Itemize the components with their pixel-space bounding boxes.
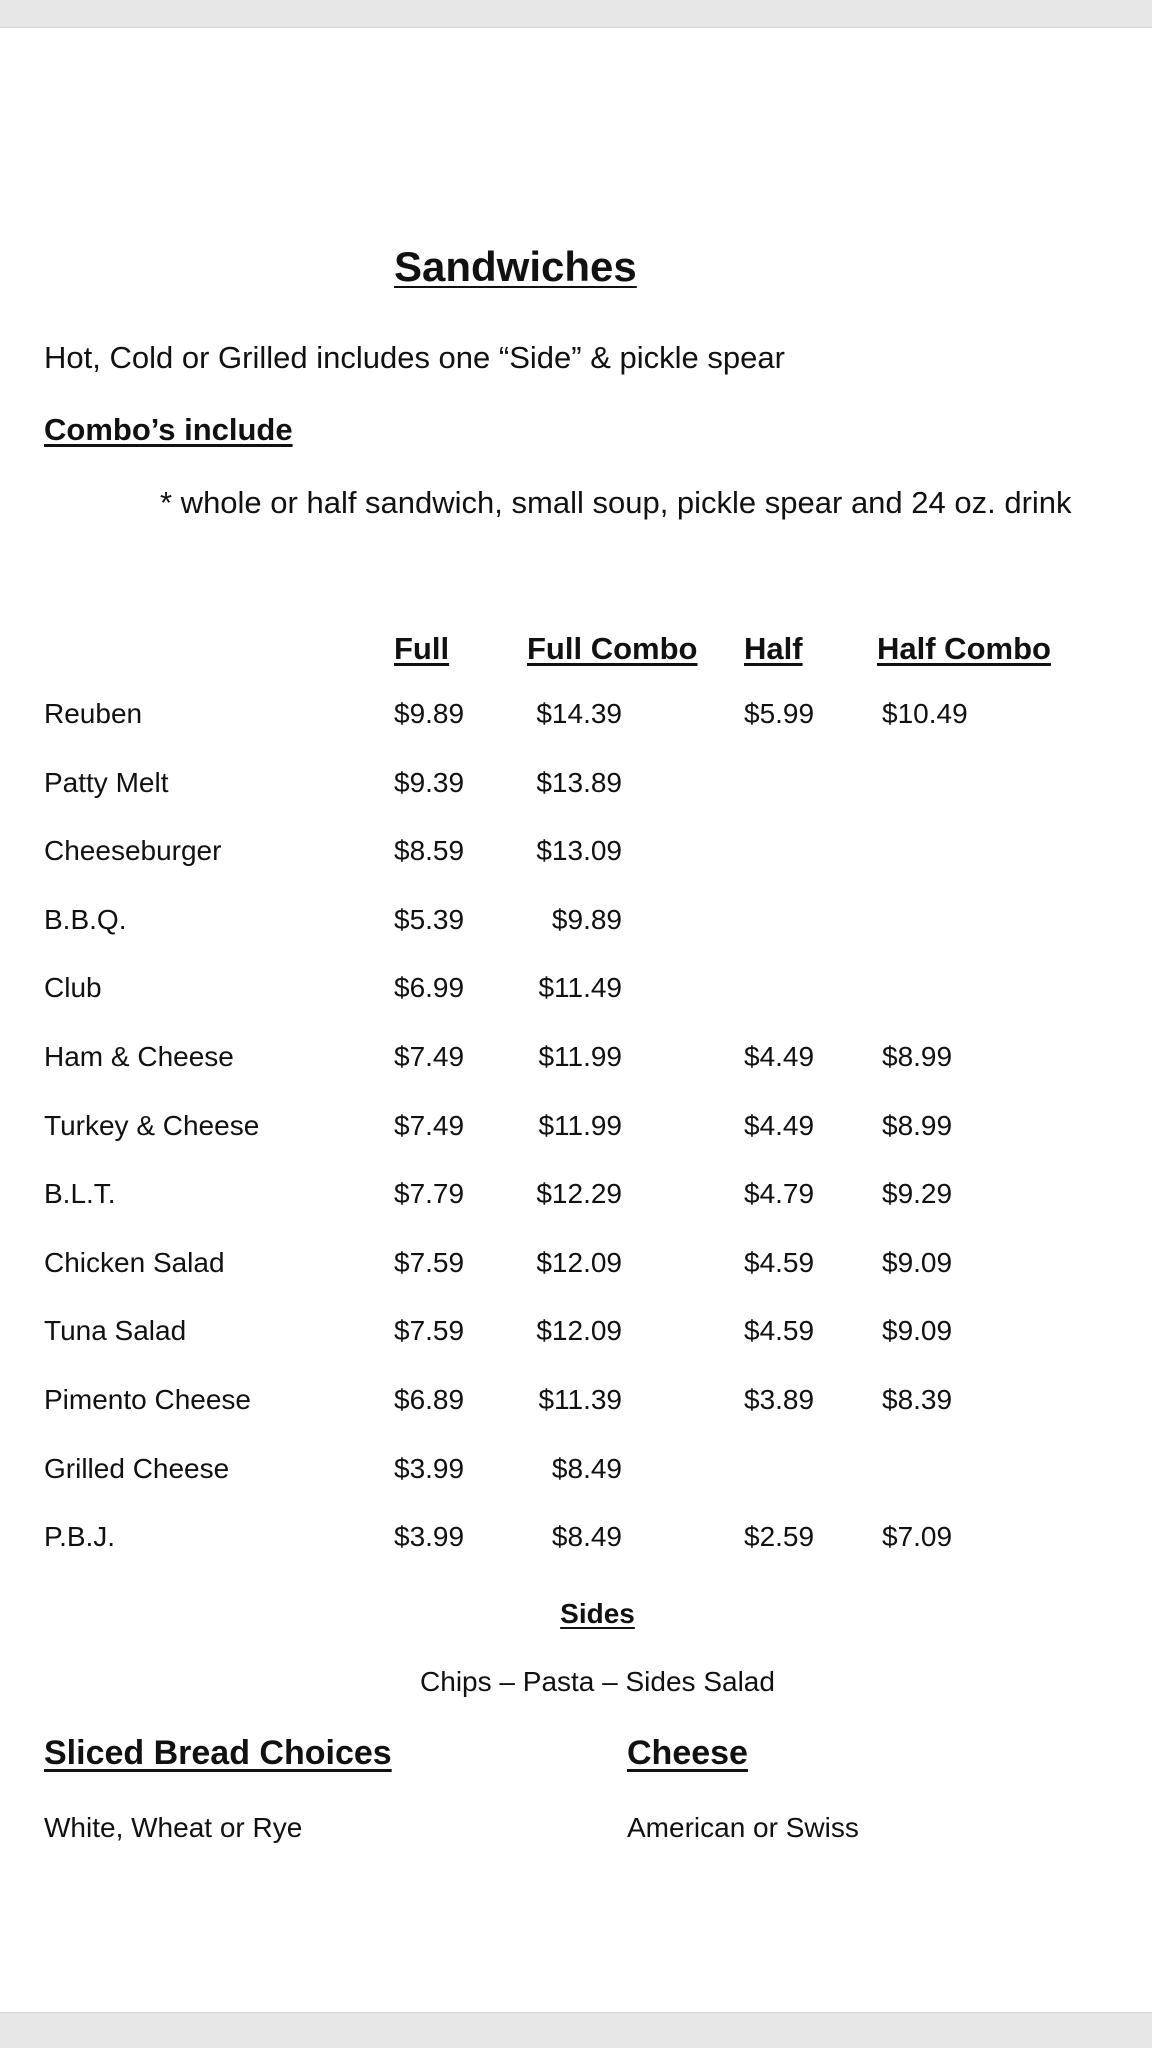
sandwich-price-table [0, 698, 1152, 1590]
cheese-heading: Cheese [627, 1734, 748, 1772]
item-name: Tuna Salad [44, 1315, 187, 1347]
table-row [0, 904, 1152, 973]
price-full: $7.49 [394, 1040, 465, 1072]
sides-heading: Sides [560, 1598, 635, 1629]
price-half-combo: $9.09 [882, 1315, 953, 1347]
table-row [0, 1315, 1152, 1384]
price-full: $7.79 [394, 1178, 465, 1210]
price-full-combo: $9.89 [551, 903, 622, 935]
table-row [0, 1110, 1152, 1179]
price-full: $7.49 [394, 1109, 465, 1141]
combo-note: * whole or half sandwich, small soup, pickle spear and 24 oz. drink [160, 485, 1072, 520]
price-full: $8.59 [394, 835, 465, 867]
item-name: B.L.T. [44, 1178, 116, 1210]
menu-page [0, 28, 1152, 2012]
price-full-combo: $12.09 [536, 1315, 622, 1347]
table-row [0, 1453, 1152, 1522]
price-full-combo: $11.99 [538, 1040, 622, 1072]
page-title: Sandwiches [394, 243, 637, 290]
price-full-combo: $13.89 [536, 766, 622, 798]
table-row [0, 1041, 1152, 1110]
item-name: Pimento Cheese [44, 1383, 252, 1415]
price-half: $3.89 [744, 1383, 815, 1415]
item-name: Club [44, 972, 102, 1004]
item-name: Ham & Cheese [44, 1040, 234, 1072]
item-name: Cheeseburger [44, 835, 222, 867]
table-row [0, 698, 1152, 767]
price-full: $6.99 [394, 972, 465, 1004]
sandwich-description: Hot, Cold or Grilled includes one “Side” & pickle spear [44, 340, 785, 375]
price-full-combo: $12.09 [536, 1246, 622, 1278]
price-half: $4.49 [744, 1109, 815, 1141]
column-header-half-combo: Half Combo [877, 631, 1051, 666]
price-half-combo: $8.99 [882, 1109, 953, 1141]
price-half: $4.79 [744, 1178, 815, 1210]
column-header-half: Half [744, 631, 803, 666]
price-full-combo: $11.39 [538, 1383, 622, 1415]
price-half-combo: $9.09 [882, 1246, 953, 1278]
bread-list: White, Wheat or Rye [44, 1812, 303, 1843]
price-full-combo: $8.49 [551, 1521, 622, 1553]
price-full: $9.89 [394, 698, 465, 729]
price-full-combo: $8.49 [551, 1452, 622, 1484]
price-full: $9.39 [394, 766, 465, 798]
table-row [0, 972, 1152, 1041]
column-header-full: Full [394, 631, 450, 666]
price-half: $4.59 [744, 1315, 815, 1347]
price-full-combo: $14.39 [536, 698, 622, 729]
combo-heading: Combo’s include [44, 412, 293, 447]
table-row [0, 1521, 1152, 1590]
item-name: Patty Melt [44, 766, 169, 798]
price-full-combo: $13.09 [536, 835, 622, 867]
item-name: B.B.Q. [44, 903, 127, 935]
price-full-combo: $11.99 [538, 1109, 622, 1141]
item-name: Grilled Cheese [44, 1452, 230, 1484]
price-full-combo: $12.29 [536, 1178, 622, 1210]
price-full: $7.59 [394, 1246, 465, 1278]
price-full: $5.39 [394, 903, 465, 935]
item-name: Turkey & Cheese [44, 1109, 260, 1141]
table-row [0, 767, 1152, 836]
column-header-full-combo: Full Combo [527, 631, 698, 666]
item-name: Reuben [44, 698, 143, 729]
table-row [0, 1178, 1152, 1247]
price-half-combo: $7.09 [882, 1521, 953, 1553]
price-full: $3.99 [394, 1521, 465, 1553]
price-full: $3.99 [394, 1452, 465, 1484]
cheese-list: American or Swiss [627, 1812, 859, 1843]
price-half: $4.59 [744, 1246, 815, 1278]
price-half-combo: $9.29 [882, 1178, 953, 1210]
price-half-combo: $10.49 [882, 698, 968, 729]
item-name: Chicken Salad [44, 1246, 225, 1278]
price-half: $2.59 [744, 1521, 815, 1553]
table-row [0, 835, 1152, 904]
price-half-combo: $8.39 [882, 1383, 953, 1415]
price-full: $6.89 [394, 1383, 465, 1415]
item-name: P.B.J. [44, 1521, 116, 1553]
sides-list: Chips – Pasta – Sides Salad [420, 1666, 775, 1697]
table-row [0, 1384, 1152, 1453]
bread-heading: Sliced Bread Choices [44, 1734, 392, 1772]
table-row [0, 1247, 1152, 1316]
price-half: $4.49 [744, 1040, 815, 1072]
price-full-combo: $11.49 [538, 972, 622, 1004]
price-full: $7.59 [394, 1315, 465, 1347]
price-half-combo: $8.99 [882, 1040, 953, 1072]
price-half: $5.99 [744, 698, 815, 729]
